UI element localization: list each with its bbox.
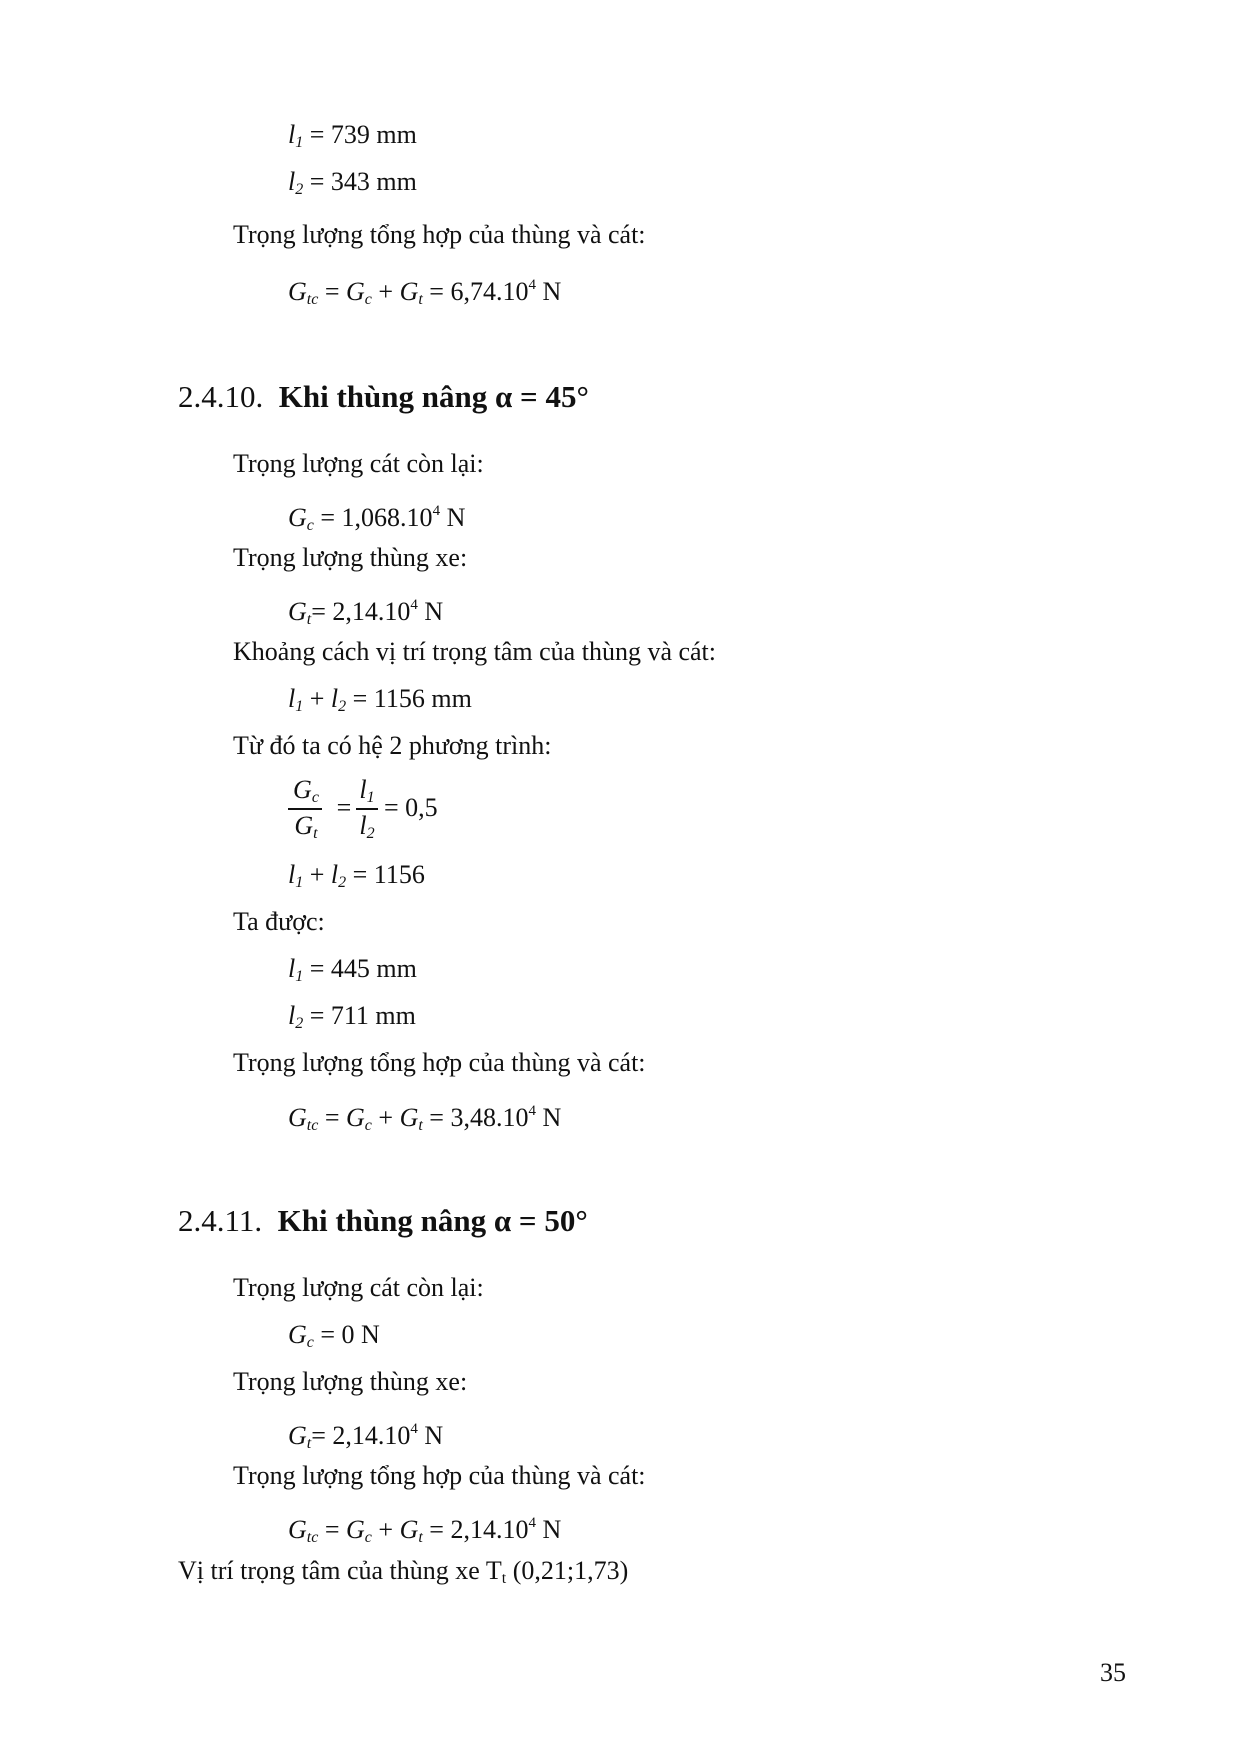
total-weight-label: Trọng lượng tổng hợp của thùng và cát: bbox=[233, 220, 646, 249]
ratio-equation: $G_c$ $G_t$ = $l_1$ $l_2$ = 0,5 bbox=[288, 775, 508, 845]
eq-gt: $G_t= 2,14.10^4$ N bbox=[288, 597, 444, 628]
eq-l1: $l_1 = 739$ mm bbox=[288, 120, 417, 151]
total-weight-label: Trọng lượng tổng hợp của thùng và cát: bbox=[233, 1461, 646, 1490]
page-number: 35 bbox=[1100, 1658, 1126, 1687]
centroid-text: Vị trí trọng tâm của thùng xe $T_t$ (0,21;1,73) bbox=[178, 1556, 629, 1587]
eq-l2: $l_2 = 343$ mm bbox=[288, 167, 417, 198]
section-heading-2-4-11: 2.4.11. Khi thùng nâng α = 50° bbox=[178, 1203, 588, 1238]
eq-gt: $G_t= 2,14.10^4$ N bbox=[288, 1421, 444, 1452]
total-weight-label: Trọng lượng tổng hợp của thùng và cát: bbox=[233, 1048, 646, 1077]
eq-gtc: $G_{tc} = G_c + G_t = 2,14.10^4$ N bbox=[288, 1515, 562, 1546]
sand-weight-label: Trọng lượng cát còn lại: bbox=[233, 449, 484, 478]
eq-sum2: $l_1 + l_2 = 1156$ bbox=[288, 860, 425, 891]
eq-l2-result: $l_2 = 711$ mm bbox=[288, 1001, 416, 1032]
eq-sum: $l_1 + l_2 = 1156$ mm bbox=[288, 684, 472, 715]
section-heading-2-4-10: 2.4.10. Khi thùng nâng α = 45° bbox=[178, 379, 589, 414]
result-label: Ta được: bbox=[233, 907, 325, 936]
system-label: Từ đó ta có hệ 2 phương trình: bbox=[233, 731, 552, 760]
sand-weight-label: Trọng lượng cát còn lại: bbox=[233, 1273, 484, 1302]
eq-gtc: $G_{tc} = G_c + G_t = 3,48.10^4$ N bbox=[288, 1103, 562, 1134]
body-weight-label: Trọng lượng thùng xe: bbox=[233, 1367, 468, 1396]
eq-gtc: $G_{tc} = G_c + G_t = 6,74.10^4$ N bbox=[288, 277, 562, 308]
eq-gc: $G_c = 1,068.10^4$ N bbox=[288, 503, 466, 534]
body-weight-label: Trọng lượng thùng xe: bbox=[233, 543, 468, 572]
eq-l1-result: $l_1 = 445$ mm bbox=[288, 954, 417, 985]
distance-label: Khoảng cách vị trí trọng tâm của thùng và cát: bbox=[233, 637, 717, 666]
eq-gc: $G_c = 0$ N bbox=[288, 1320, 380, 1351]
